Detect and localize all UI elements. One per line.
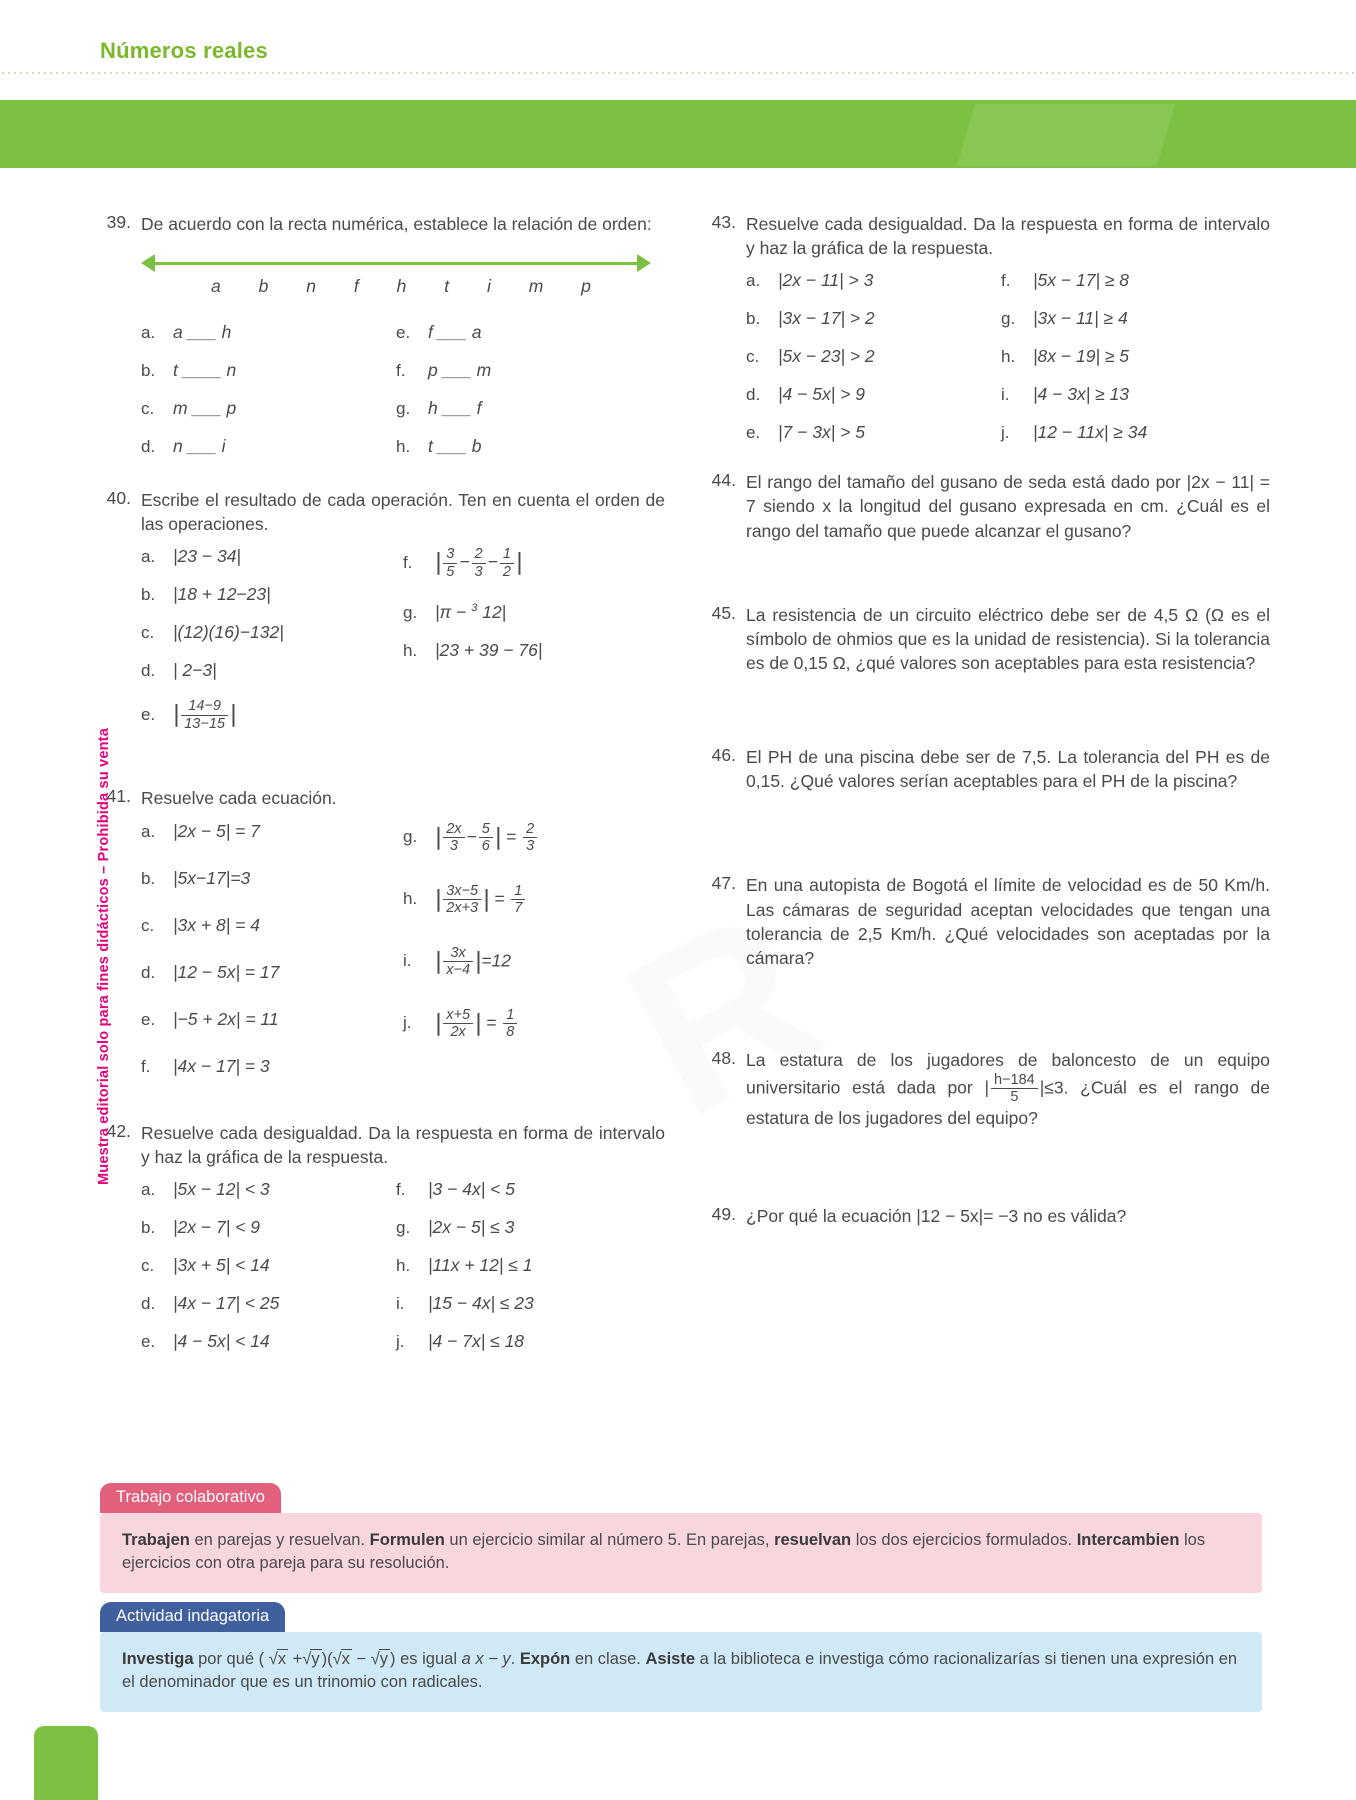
item-text-fraction: | $\frac{3x}{x-4}$ |=12 — [435, 944, 511, 978]
nl-label: m — [528, 276, 544, 297]
list-item — [141, 821, 403, 868]
item-text: |4 − 5x| < 14 — [173, 1330, 270, 1351]
list-item — [403, 546, 665, 602]
item-label: b. — [141, 1217, 156, 1237]
item-text: |π − $^3$ 12| — [435, 602, 507, 623]
list-item — [396, 360, 665, 398]
list-item — [396, 1293, 665, 1331]
exercise-42-number: 42. — [106, 1120, 131, 1141]
list-item — [403, 640, 665, 678]
list-item — [1001, 346, 1270, 384]
item-label: b. — [141, 361, 156, 381]
item-label: h. — [396, 437, 411, 457]
item-text: |15 − 4x| ≤ 23 — [428, 1292, 534, 1313]
nl-label: h — [396, 276, 407, 297]
list-item — [141, 698, 403, 756]
item-label: d. — [746, 385, 761, 405]
exercise-44-number: 44. — [711, 470, 736, 491]
exercise-47-number: 47. — [711, 873, 736, 894]
item-label: i. — [403, 950, 412, 970]
list-item — [746, 422, 1001, 460]
item-label: g. — [396, 1217, 411, 1237]
item-text-fraction: | $\frac{3}{5}$ − $\frac{2}{3}$ − $\frac{1}{2}$ | — [435, 546, 523, 580]
sqrt-x-2: √x — [332, 1650, 350, 1668]
collab-b3: resuelvan — [774, 1531, 852, 1549]
list-item — [141, 962, 403, 1009]
list-item — [396, 1217, 665, 1255]
item-label: d. — [141, 661, 156, 681]
list-item — [403, 945, 665, 1007]
nl-label: p — [581, 276, 591, 297]
nl-label: t — [444, 276, 450, 297]
item-label: e. — [746, 423, 761, 443]
item-label: f. — [141, 1056, 151, 1076]
item-text: |5x − 12| < 3 — [173, 1178, 270, 1199]
exercise-43-number: 43. — [711, 212, 736, 232]
item-label: d. — [141, 962, 156, 982]
exercise-48 — [700, 1048, 1270, 1130]
collab-t1: en parejas y resuelvan. — [189, 1531, 370, 1549]
list-item — [746, 308, 1001, 346]
left-column — [95, 212, 665, 1377]
actividad-indagatoria-tag: Actividad indagatoria — [100, 1602, 285, 1632]
item-label: j. — [1001, 423, 1010, 443]
item-text: p ___ m — [428, 360, 492, 381]
list-item — [403, 1007, 665, 1069]
sqrt-x-1: √x — [268, 1650, 287, 1668]
exercise-40-items — [141, 546, 665, 756]
item-label: c. — [141, 1255, 155, 1275]
indaga-t5: ) es igual — [390, 1650, 462, 1668]
item-text: t ____ n — [173, 360, 237, 381]
item-label: b. — [141, 868, 156, 888]
item-text: |5x − 17| ≥ 8 — [1033, 270, 1130, 291]
exercise-47 — [700, 873, 1270, 970]
item-label: a. — [746, 271, 761, 291]
collab-t4: los ejercicios con otra pareja para su resolución. — [122, 1531, 1206, 1573]
exercise-44 — [700, 470, 1270, 542]
indaga-t4: − — [351, 1650, 371, 1668]
exercise-42 — [95, 1121, 665, 1369]
list-item — [141, 360, 396, 398]
item-text: |23 − 34| — [173, 546, 241, 567]
item-text: |7 − 3x| > 5 — [778, 422, 865, 443]
exercise-49-text: ¿Por qué la ecuación |12 − 5x|= −3 no es válida? — [746, 1205, 1127, 1226]
item-label: b. — [746, 309, 761, 329]
spacer — [700, 978, 1270, 1004]
sqrt-y-2: √y — [370, 1650, 389, 1668]
item-text-fraction: | $\frac{3x-5}{2x+3}$ | = $\frac{1}{7}$ — [435, 883, 527, 916]
list-item — [403, 821, 665, 883]
exercise-40 — [95, 488, 665, 756]
item-text: |−5 + 2x| = 11 — [173, 1008, 279, 1029]
item-label: d. — [141, 1293, 156, 1313]
indaga-t6: . — [510, 1650, 520, 1668]
exercise-45-text: La resistencia de un circuito eléctrico debe ser de 4,5 Ω (Ω es el símbolo de ohmios que es la unidad de resistencia). Si la tolerancia es de 0,15 Ω, ¿qué valores son aceptables para esta resistencia? — [746, 604, 1270, 673]
list-item — [746, 270, 1001, 308]
exercise-48-text-after: |≤3. ¿Cuál es el rango de estatura de los jugadores del equipo? — [746, 1077, 1270, 1128]
page-number-box — [34, 1726, 98, 1800]
number-line-figure — [141, 250, 651, 312]
indaga-b1: Investiga — [122, 1650, 194, 1668]
collab-t2: un ejercicio similar al número 5. En parejas, — [444, 1531, 775, 1549]
item-text: |3 − 4x| < 5 — [428, 1178, 515, 1199]
item-text: a ___ h — [173, 322, 232, 343]
exercise-41 — [95, 786, 665, 1102]
item-text: |4x − 17| < 25 — [173, 1292, 280, 1313]
nl-label: i — [486, 276, 491, 297]
spacer — [700, 551, 1270, 577]
list-item — [396, 1255, 665, 1293]
item-text: m ___ p — [173, 398, 237, 419]
exercise-48-number: 48. — [711, 1047, 736, 1068]
list-item — [1001, 270, 1270, 308]
exercise-44-text: El rango del tamaño del gusano de seda está dado por |2x − 11| = 7 siendo x la longitud del gusano expresada en cm. ¿Cuál es el rango del tamaño que puede alcanzar el gusano? — [746, 472, 1270, 541]
list-item — [1001, 308, 1270, 346]
item-label: c. — [141, 623, 155, 643]
exercise-45-number: 45. — [711, 602, 736, 623]
item-label: g. — [403, 603, 418, 623]
exercise-47-text: En una autopista de Bogotá el límite de velocidad es de 50 Km/h. Las cámaras de seguridad aceptan velocidades que tengan una tolerancia de 2,5 Km/h. ¿Qué velocidades son aceptadas por la cámara? — [746, 875, 1270, 968]
list-item — [403, 883, 665, 945]
exercise-42-text: Resuelve cada desigualdad. Da la respuesta en forma de intervalo y haz la gráfica de la respuesta. — [141, 1122, 665, 1167]
nl-label: f — [353, 276, 359, 297]
header-divider — [0, 72, 1356, 74]
number-line-labels — [211, 276, 591, 297]
item-text: n ___ i — [173, 436, 226, 457]
list-item — [1001, 422, 1270, 460]
item-label: a. — [141, 1179, 156, 1199]
exercise-46 — [700, 745, 1270, 793]
list-item — [141, 622, 403, 660]
item-label: i. — [396, 1293, 405, 1313]
arrow-right-icon — [637, 254, 651, 272]
exercise-43 — [700, 212, 1270, 460]
item-text-fraction: | $\frac{14-9}{13-15}$ | — [173, 698, 237, 732]
item-text: |2x − 5| = 7 — [173, 820, 260, 841]
exercise-48-text-before: La estatura de los jugadores de baloncesto de un equipo universitario está dada por | — [746, 1049, 1270, 1098]
list-item — [1001, 384, 1270, 422]
item-label: e. — [141, 1009, 156, 1029]
item-label: f. — [396, 361, 406, 381]
exercise-48-text — [746, 1048, 1270, 1130]
exercise-46-number: 46. — [711, 745, 736, 766]
nl-label: n — [306, 276, 316, 297]
indaga-t7: en clase. — [570, 1650, 646, 1668]
item-text: |3x + 8| = 4 — [173, 914, 260, 935]
side-copyright-note: Muestra editorial solo para fines didácticos – Prohibida su venta — [96, 728, 112, 1185]
item-text: |(12)(16)−132| — [173, 622, 284, 643]
item-text: f ___ a — [428, 322, 482, 343]
collab-b4: Intercambien — [1076, 1531, 1180, 1549]
item-label: f. — [1001, 271, 1011, 291]
spacer — [700, 801, 1270, 827]
item-label: f. — [403, 552, 413, 572]
item-label: h. — [1001, 347, 1016, 367]
collab-b1: Trabajen — [122, 1531, 190, 1549]
exercise-41-right-items — [403, 821, 665, 1103]
exercise-42-items — [141, 1179, 665, 1369]
exercise-40-text: Escribe el resultado de cada operación. Ten en cuenta el orden de las operaciones. — [141, 490, 665, 535]
item-text: |8x − 19| ≥ 5 — [1033, 346, 1130, 367]
item-text-fraction: | $\frac{2x}{3}$ − $\frac{5}{6}$ | = $\frac{2}{3}$ — [435, 821, 539, 854]
indaga-t1: por qué ( — [193, 1650, 269, 1668]
exercise-39-items — [141, 322, 665, 474]
list-item — [141, 915, 403, 962]
exercise-48-fraction — [991, 1072, 1038, 1105]
item-label: h. — [396, 1255, 411, 1275]
list-item — [141, 1217, 396, 1255]
trabajo-colaborativo-panel — [100, 1513, 1262, 1593]
item-text: |11x + 12| ≤ 1 — [428, 1254, 533, 1275]
item-text: |3x − 17| > 2 — [778, 308, 875, 329]
fraction-denominator: 5 — [991, 1088, 1038, 1105]
list-item — [396, 322, 665, 360]
item-label: j. — [403, 1012, 412, 1032]
item-text-fraction: | $\frac{x+5}{2x}$ | = $\frac{1}{8}$ — [435, 1007, 519, 1040]
item-text: |5x − 23| > 2 — [778, 346, 875, 367]
list-item — [141, 1331, 396, 1369]
collab-b2: Formulen — [369, 1531, 445, 1549]
indaga-italic: a x − y — [461, 1650, 511, 1668]
item-label: c. — [746, 347, 760, 367]
item-label: g. — [396, 399, 411, 419]
trabajo-colaborativo-tag: Trabajo colaborativo — [100, 1483, 281, 1513]
exercise-39-text: De acuerdo con la recta numérica, establece la relación de orden: — [141, 214, 652, 234]
item-label: c. — [141, 915, 155, 935]
list-item — [396, 398, 665, 436]
list-item — [141, 660, 403, 698]
sqrt-y-1: √y — [302, 1650, 320, 1668]
indaga-b3: Asiste — [645, 1650, 696, 1668]
item-text: |2x − 5| ≤ 3 — [428, 1216, 515, 1237]
exercise-41-number: 41. — [106, 786, 131, 807]
indaga-b2: Expón — [519, 1650, 571, 1668]
list-item — [746, 384, 1001, 422]
list-item — [141, 398, 396, 436]
exercise-40-right-items — [403, 546, 665, 756]
exercise-39-number: 39. — [106, 212, 131, 232]
item-label: c. — [141, 399, 155, 419]
number-line-axis — [149, 262, 643, 265]
item-text: |3x − 11| ≥ 4 — [1033, 308, 1128, 329]
spacer — [700, 1138, 1270, 1164]
exercise-41-text: Resuelve cada ecuación. — [141, 788, 337, 809]
list-item — [396, 1179, 665, 1217]
exercise-43-items — [746, 270, 1270, 460]
band-highlight — [957, 104, 1175, 166]
item-label: j. — [396, 1331, 405, 1351]
arrow-left-icon — [141, 254, 155, 272]
list-item — [396, 1331, 665, 1369]
item-text: |2x − 7| < 9 — [173, 1216, 260, 1237]
item-label: h. — [403, 641, 418, 661]
nl-label: b — [258, 276, 269, 297]
exercise-45 — [700, 603, 1270, 675]
exercise-43-text: Resuelve cada desigualdad. Da la respuesta en forma de intervalo y haz la gráfica de la respuesta. — [746, 214, 1270, 259]
exercise-41-items — [141, 821, 665, 1103]
item-text: |4 − 5x| > 9 — [778, 384, 865, 405]
actividad-indagatoria-panel — [100, 1632, 1262, 1712]
exercise-41-left-items — [141, 821, 403, 1103]
right-column — [700, 212, 1270, 1236]
exercise-39 — [95, 212, 665, 474]
item-label: a. — [141, 547, 156, 567]
nl-label: a — [211, 276, 221, 297]
item-text: t ___ b — [428, 436, 482, 457]
item-label: b. — [141, 585, 156, 605]
item-text: |12 − 11x| ≥ 34 — [1033, 422, 1148, 443]
item-label: g. — [1001, 309, 1016, 329]
item-text: | 2−3| — [173, 660, 217, 681]
list-item — [141, 1293, 396, 1331]
item-label: f. — [396, 1179, 406, 1199]
item-label: i. — [1001, 385, 1010, 405]
fraction-numerator: h−184 — [994, 1072, 1035, 1089]
list-item — [141, 868, 403, 915]
list-item — [746, 346, 1001, 384]
list-item — [141, 436, 396, 474]
list-item — [141, 1009, 403, 1056]
list-item — [141, 584, 403, 622]
indaga-t8: a la biblioteca e investiga cómo racionalizarías si tienen una expresión en el denominador que es un trinomio con radicales. — [122, 1650, 1238, 1692]
item-text: |2x − 11| > 3 — [778, 270, 874, 291]
item-text: |18 + 12−23| — [173, 584, 271, 605]
exercise-49 — [700, 1204, 1270, 1228]
exercise-40-number: 40. — [106, 488, 131, 509]
item-text: |4 − 3x| ≥ 13 — [1033, 384, 1130, 405]
exercise-40-left-items — [141, 546, 403, 756]
list-item — [141, 322, 396, 360]
list-item — [141, 546, 403, 584]
item-label: a. — [141, 323, 156, 343]
item-label: e. — [141, 704, 156, 724]
item-label: h. — [403, 888, 418, 908]
item-label: a. — [141, 821, 156, 841]
spacer — [700, 683, 1270, 709]
collab-t3: los dos ejercicios formulados. — [851, 1531, 1077, 1549]
item-text: |5x−17|=3 — [173, 867, 251, 888]
item-label: g. — [403, 826, 418, 846]
page-title: Números reales — [100, 38, 268, 63]
item-text: |4 − 7x| ≤ 18 — [428, 1330, 525, 1351]
item-label: d. — [141, 437, 156, 457]
list-item — [141, 1056, 403, 1103]
list-item — [396, 436, 665, 474]
page-number: 54 — [19, 18, 45, 44]
list-item — [141, 1255, 396, 1293]
item-text: |3x + 5| < 14 — [173, 1254, 270, 1275]
exercise-46-text: El PH de una piscina debe ser de 7,5. La tolerancia del PH es de 0,15. ¿Qué valores serían aceptables para el PH de la piscina? — [746, 747, 1270, 792]
list-item — [141, 1179, 396, 1217]
item-label: e. — [396, 323, 411, 343]
item-label: e. — [141, 1331, 156, 1351]
item-text: |4x − 17| = 3 — [173, 1055, 270, 1076]
item-text: h ___ f — [428, 398, 482, 419]
list-item — [403, 602, 665, 640]
indaga-t3: )( — [321, 1650, 333, 1668]
indaga-t2: + — [288, 1650, 303, 1668]
exercise-49-number: 49. — [711, 1203, 736, 1224]
item-text: |12 − 5x| = 17 — [173, 961, 280, 982]
item-text: |23 + 39 − 76| — [435, 640, 543, 661]
